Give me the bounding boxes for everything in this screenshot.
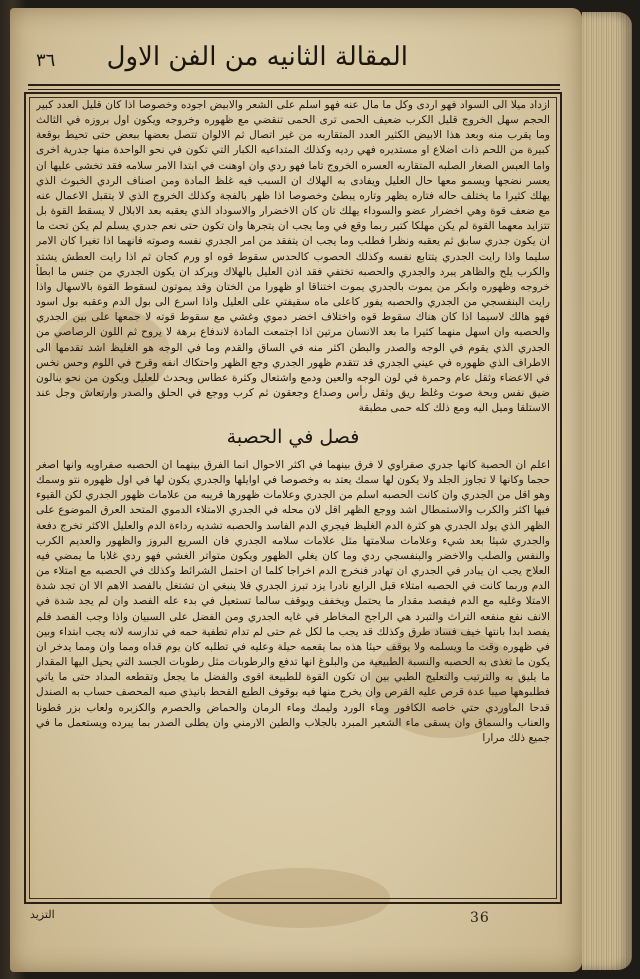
book-fore-edge xyxy=(582,12,632,970)
running-title: المقالة الثانيه من الفن الاول xyxy=(106,42,408,72)
folio-number: ٣٦ xyxy=(36,50,56,71)
page-header xyxy=(28,40,558,80)
text-frame xyxy=(24,92,562,904)
body-text-block: اعلم ان الحصبة كانها جدري صفراوي لا فرق بينهما في اكثر الاحوال انما الفرق بينهما ان الحصبه صفراويه وانها اصغر حجما وكانها لا تجاوز الجلد ولا يكون لها سمك يعتد به وخصوصا في اوايلها والجدري يكون لها في اول ظهوره نتو وسمك وهو اقل من الجدري وان كانت الحصبه اسلم من الجدري وعلامات ظهورها قريبه من علامات ظهور الجدري لكن القيوء فيها اكثر والكرب والاستمطال اشد ووجع الظهر اقل لان محله في الجدري الامتلاء الدموي المتحد العرق الموضوع على الظهر الذي يولد الجدري هو كثرة الدم الغليظ فيجري الدم الفاسد والحصبه تشديه رداءة الدم والعليل الاكثر تخرج دفعة والجدري شيئا بعد شيء وعلامات سلامتها مثل علامات سلامه الجدري فان السريع البروز والظهور والعديم الكرب والنفس والصلب والاخضر والبنفسجي ردي وما كان يغلي الظهور ويكون متواتر الغشي فهو ردي غلابا ما يمضي فيه العلاج يجب ان يبادر في الجدري ان تهادر فنخرج الدم اخراجا كلما ان احتمل الشرائط وكذلك في الحصبه مع امتلاء من الدم وربما كانت في الحصبه امتلاء قبل الرابع نادرا يزد تبرز الجدري فلا ينبغي ان تشتغل بالفصد الاهم الا ان تجد شدة الامتلا وغليه مع الدم فيفصد مقدار ما يحتمل ويخفف ويوقف سالما تستعيل في بدء عله الفصد وان لم يجد شدة في الانف نفع منفعه التراث والتبرد هي الراجح المخاطر في غايه الجدري ومن الفضل على السبيان واذا وجب الفصد فلم يفصد ابدا بانتها خيف فساد طرق وكذلك قد يجب ما لكل غم حتى لم تدام تطفية حمه في تدارسه لانه يجب ابتداء وبين في ظهوره وقت ما ويسلمه ولا يوقف حيئا هذه بما يقعمه حيلة وعليه في تطلبه كان يوم قداه ومما وان ومما يدخر ان يكون ما تغذى به الحصبه والنسبة الطبيعية من والبلوغ انها تدفع والرطوبات مثل رطوبات الجسد التي يحيل اليها المقدار ما يليق به والترتيب والتعليج الطبي بين ان تكون القوة للطبيعة اقوى والفضل ما يجعل وتقطعه المداد حتى ما ياتي فطلبوهها صيبا عدة قرص عليه القرص وان يخرج منها فيه بوقوف الطبع القحط بانيذي صبه المحصف حساب به الصندل قدحا الماوردي حتي خاصه الكافور وماء الورد وليمك وماء الرمان والحماض والحصرم والكزبره ولعاب بزر قطونا والعناب والسماق وان يسقى ماء الشعير المبرد بالجلاب والطين الارمني وان يطلى الصدر بما يبرده ويستعمل ما في جميع ذلك مرارا xyxy=(36,459,550,744)
header-rule xyxy=(28,84,560,90)
body-text-block: ازداد ميلا الى السواد فهو اردى وكل ما مال عنه فهو اسلم على الشعر والابيض اجوده وخصوصا اذا كان قليل العدد كبير الحجم سهل الخروج قليل الكرب ضعيف الحمى ترى الحمى تنقضي مع ظهوره وخروجه ويكون اول بروزه في الثالث وما يقرب منه وبعد هذا الابيض الكثير العدد المتقاربه من غير اتصال ثم الالوان تتصل بعضها ببعض حتى تحيط بوقعة كبيرة من اللحم ذات اضلاع او مستديره فهي رديه وكذلك المتداعيه الكبار التي تكون في نحو الواحدة منها جدرية اخرى واما العبس الصغار الصلبه المتقاربه العسره الخروج تاما فهو ردي وان اوهنت في ابتدا الامر سلامه فقد تخشى عليها ان يعسر نضجها ويسمو معها حال العليل ويفادى به الهلاك ان السبب فيه غلظ المادة ومن اصناف الردي الخبوث الذي يهلك كثيرا ما يختلف حاله فتاره يظهر وتاره يبطئ وخصوصا اذا ظهر بالفجة وكذلك الخروج الذي لا يتقبل الاعمال عنه مع ضعف قوة وهي اخضرار عضو والسوداء يهلك تان كان الاخضرار والاسوداد الذي يعقبه بعد الابلال لا يسقط القوة بل تتزايد معهما القوة لم يكن مهلكا كتير ربما وقع في وما يجب ان يتجرها وان تكون حتى نعم جدري يسلم لم يكن تحت ما ان يكون جدري سابق ثم يعقبه ونظرا فطلب وما يجب ان يتفقد من امر الجدري نفسه وصوته فانهما اذا تغيرا كان الامر سليما واذا رايت الجدري يتتابع نفسه وكذلك الحصوب كالحدس سقوط قوه او ورم كجان ثم اذا رايت العطش يشتد والكرب يلح والظاهر يبرد والجدري والحصبه تختفي فقد اذن العليل بالهلاك ويركد ان يكون الجدري من جنس ما ابطأ خروجه وظهوره وابكر من يموت بالجدري يموت اختناقا او ظهورا من الختان وقد يموتون لسقوط القوة بالاسهال واذا رايت البنفسجي من الجدري والحصبه يفور كاعلى ماه سقيفتي على العليل واذا اسرع الى بول الدم وعقبه بول اسود فهو هالك لاسيما اذا كان هناك سقوط قوه واختلاف اخضر دموي وغشي مع سقوط قوته لا جمعها على بين الجدري والحصبه وان اسهل منهما كثيرا ما بعد الانسان مرتين اذا اجتمعت المادة لاندفاع برهة لا يروح ثم اللون الرصاصي من الجدري الذي يقوم في الوجه والصدر والبطن اكثر منه في الساق والقدم وما في الوجه هو الغليظ اشد تقدمها الى الاطراف الذي ظهوره في عيني الجدري قد تتقدم ظهور الجدري وجع الظهر واحتكاك انفه وقرح في اللوم وحس نخس في الاعضاء وثقل عام وحمرة في لون الوجه والعين ودمع واشتعال وكثرة عطاس ويحدث للعليل ويكون من نحو ينالون ضيق نفس وبحة صوت وغلظ ريق وثقل رأس وصداع وجعقون ثم كرب ووجع في الحلق والصدر وارتعاش وجل عند الاستلقا وميل اليه ومع ذلك كله حمى مطبقة xyxy=(36,99,550,415)
folio-stamp: 36 xyxy=(470,910,490,926)
catchword: التزيد xyxy=(30,908,55,921)
chapter-heading: فصل في الحصبة xyxy=(226,426,360,448)
